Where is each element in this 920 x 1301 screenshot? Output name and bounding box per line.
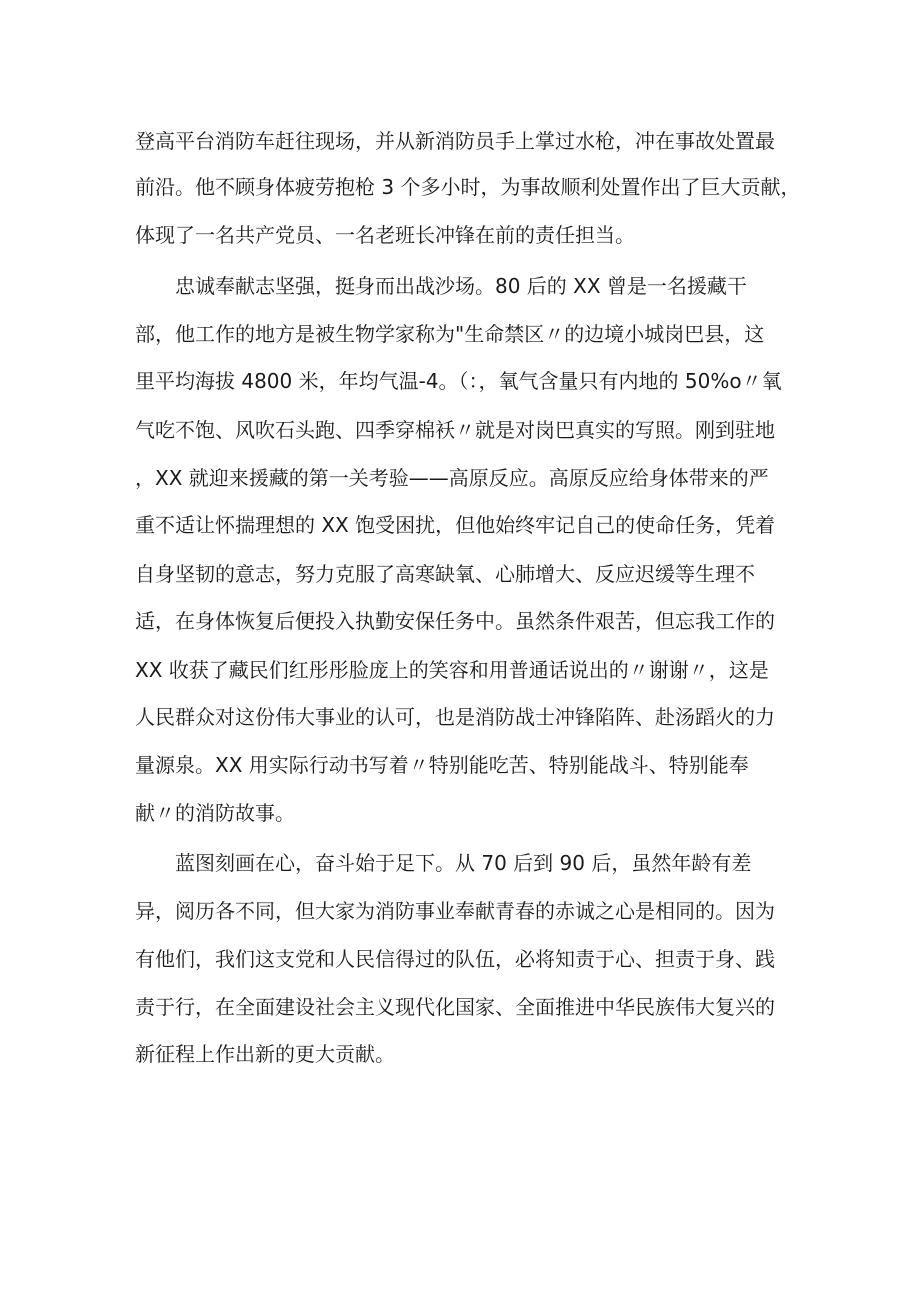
text-line: 自身坚韧的意志，努力克服了高寒缺氧、心肺增大、反应迟缓等生理不 xyxy=(135,562,755,586)
text-line: 适，在身体恢复后便投入执勤安保任务中。虽然条件艰苦，但忘我工作的 xyxy=(135,609,775,633)
text-line: 重不适让怀揣理想的 XX 饱受困扰，但他始终牢记自己的使命任务，凭着 xyxy=(135,513,776,537)
text-line: 忠诚奉献志坚强，挺身而出战沙场。80 后的 XX 曾是一名援藏干 xyxy=(175,274,747,298)
text-line: 气吃不饱、风吹石头跑、四季穿棉袄〃就是对岗巴真实的写照。刚到驻地 xyxy=(135,418,775,442)
text-line: 异，阅历各不同，但大家为消防事业奉献青春的赤诚之心是相同的。因为 xyxy=(135,899,775,923)
text-line: 有他们，我们这支党和人民信得过的队伍，必将知责于心、担责于身、践 xyxy=(135,947,775,971)
text-line: 献〃的消防故事。 xyxy=(135,801,295,825)
text-line: 里平均海拔 4800 米，年均气温-4。（：，氧气含量只有内地的 50%o〃氧 xyxy=(135,369,782,393)
text-line: 责于行，在全面建设社会主义现代化国家、全面推进中华民族伟大复兴的 xyxy=(135,995,775,1019)
text-line: 部，他工作的地方是被生物学家称为"生命禁区〃的边境小城岗巴县，这 xyxy=(135,322,765,346)
text-line: ，XX 就迎来援藏的第一关考验——高原反应。高原反应给身体带来的严 xyxy=(135,466,769,490)
text-line: 体现了一名共产党员、一名老班长冲锋在前的责任担当。 xyxy=(135,223,635,247)
text-line: 前沿。他不顾身体疲劳抱枪 3 个多小时，为事故顺利处置作出了巨大贡献， xyxy=(135,175,801,199)
text-line: 登高平台消防车赶往现场，并从新消防员手上掌过水枪，冲在事故处置最 xyxy=(135,129,775,153)
text-line: XX 收获了藏民们红彤彤脸庞上的笑容和用普通话说出的〃谢谢〃，这是 xyxy=(135,658,769,682)
text-line: 人民群众对这份伟大事业的认可，也是消防战士冲锋陷阵、赴汤蹈火的力 xyxy=(135,705,775,729)
text-line: 量源泉。XX 用实际行动书写着〃特别能吃苦、特别能战斗、特别能奉 xyxy=(135,753,749,777)
text-line: 新征程上作出新的更大贡献。 xyxy=(135,1042,395,1066)
text-line: 蓝图刻画在心，奋斗始于足下。从 70 后到 90 后，虽然年龄有差 xyxy=(175,851,752,875)
